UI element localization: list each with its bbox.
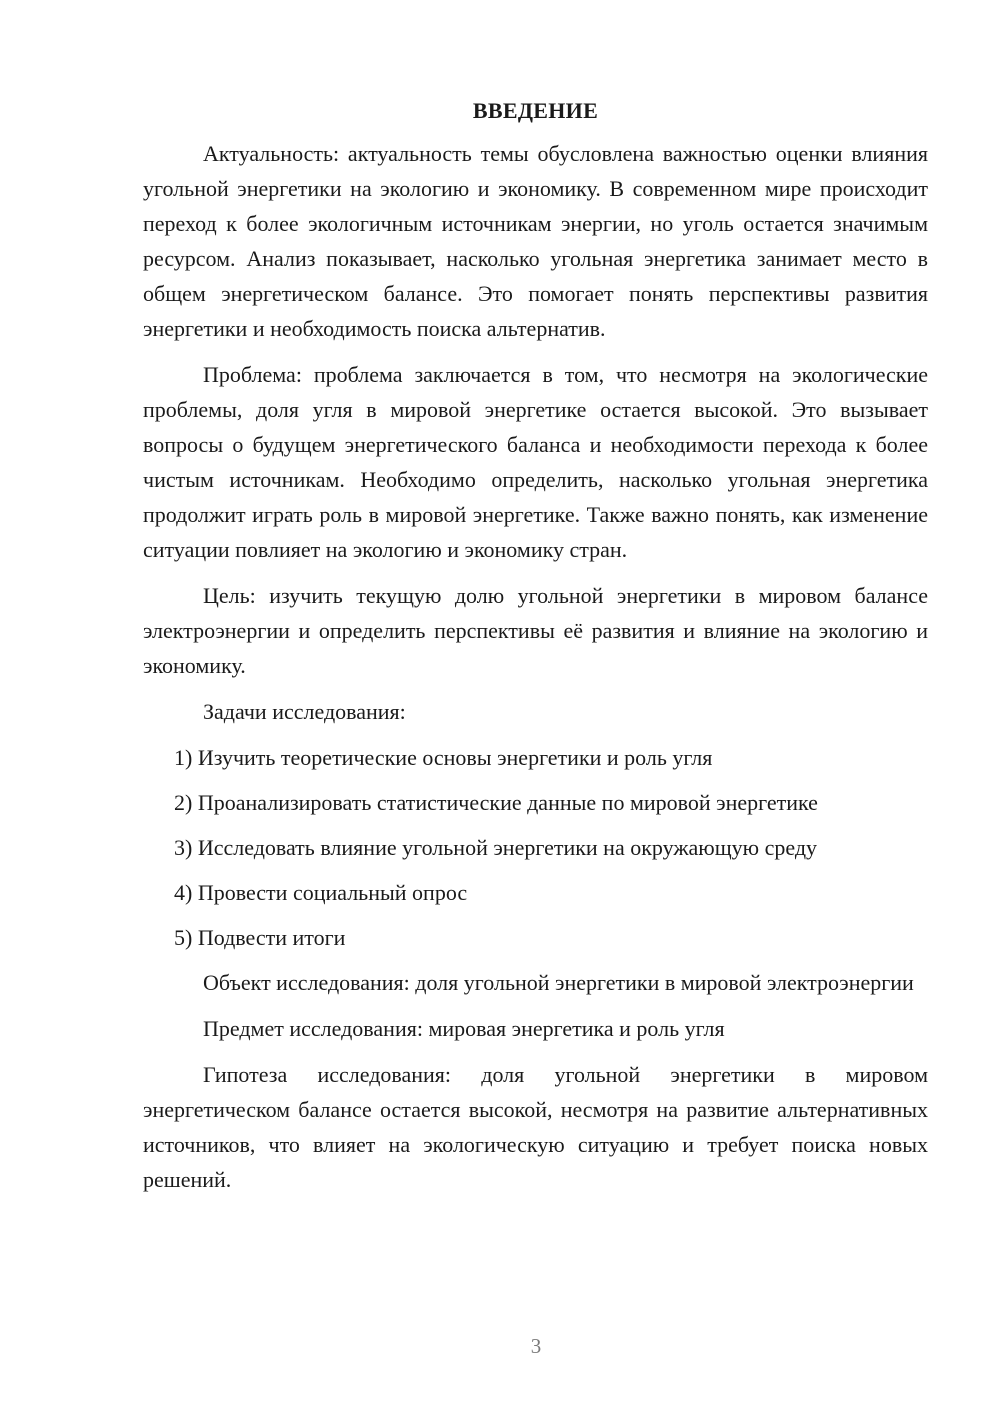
paragraph-subject: Предмет исследования: мировая энергетика и роль угля: [203, 1016, 725, 1041]
paragraph-hypothesis: Гипотеза исследования: доля угольной энергетики в мировом энергетическом балансе остается высокой, несмотря на развитие альтернативных источников, что влияет на экологическую ситуацию и требует поиска новых решений.: [143, 1062, 928, 1192]
tasks-list: [143, 740, 928, 955]
page-content: [143, 96, 928, 1208]
list-item: 1) Изучить теоретические основы энергетики и роль угля: [174, 745, 713, 770]
list-item: 3) Исследовать влияние угольной энергетики на окружающую среду: [174, 835, 818, 860]
paragraph-problem: Проблема: проблема заключается в том, что несмотря на экологические проблемы, доля угля в мировой энергетике остается высокой. Это вызывает вопросы о будущем энергетического баланса и необходимости перехода к более чистым источникам. Необходимо определить, насколько угольная энергетика продолжит играть роль в мировой энергетике. Также важно понять, как изменение ситуации повлияет на экологию и экономику стран.: [143, 362, 928, 562]
paragraph-object: Объект исследования: доля угольной энергетики в мировой электроэнергии: [203, 970, 914, 995]
list-item: 5) Подвести итоги: [174, 925, 346, 950]
section-heading: ВВЕДЕНИЕ: [472, 98, 599, 123]
paragraph-relevance: Актуальность: актуальность темы обусловлена важностью оценки влияния угольной энергетики на экологию и экономику. В современном мире происходит переход к более экологичным источникам энергии, но уголь остается значимым ресурсом. Анализ показывает, насколько угольная энергетика занимает место в общем энергетическом балансе. Это помогает понять перспективы развития энергетики и необходимость поиска альтернатив.: [143, 141, 928, 341]
paragraph-goal: Цель: изучить текущую долю угольной энергетики в мировом балансе электроэнергии и определить перспективы её развития и влияние на экологию и экономику.: [143, 583, 928, 678]
list-item: 2) Проанализировать статистические данные по мировой энергетике: [174, 790, 818, 815]
list-item: 4) Провести социальный опрос: [174, 880, 468, 905]
page-number: 3: [530, 1334, 542, 1358]
paragraph-tasks-title: Задачи исследования:: [203, 699, 406, 724]
